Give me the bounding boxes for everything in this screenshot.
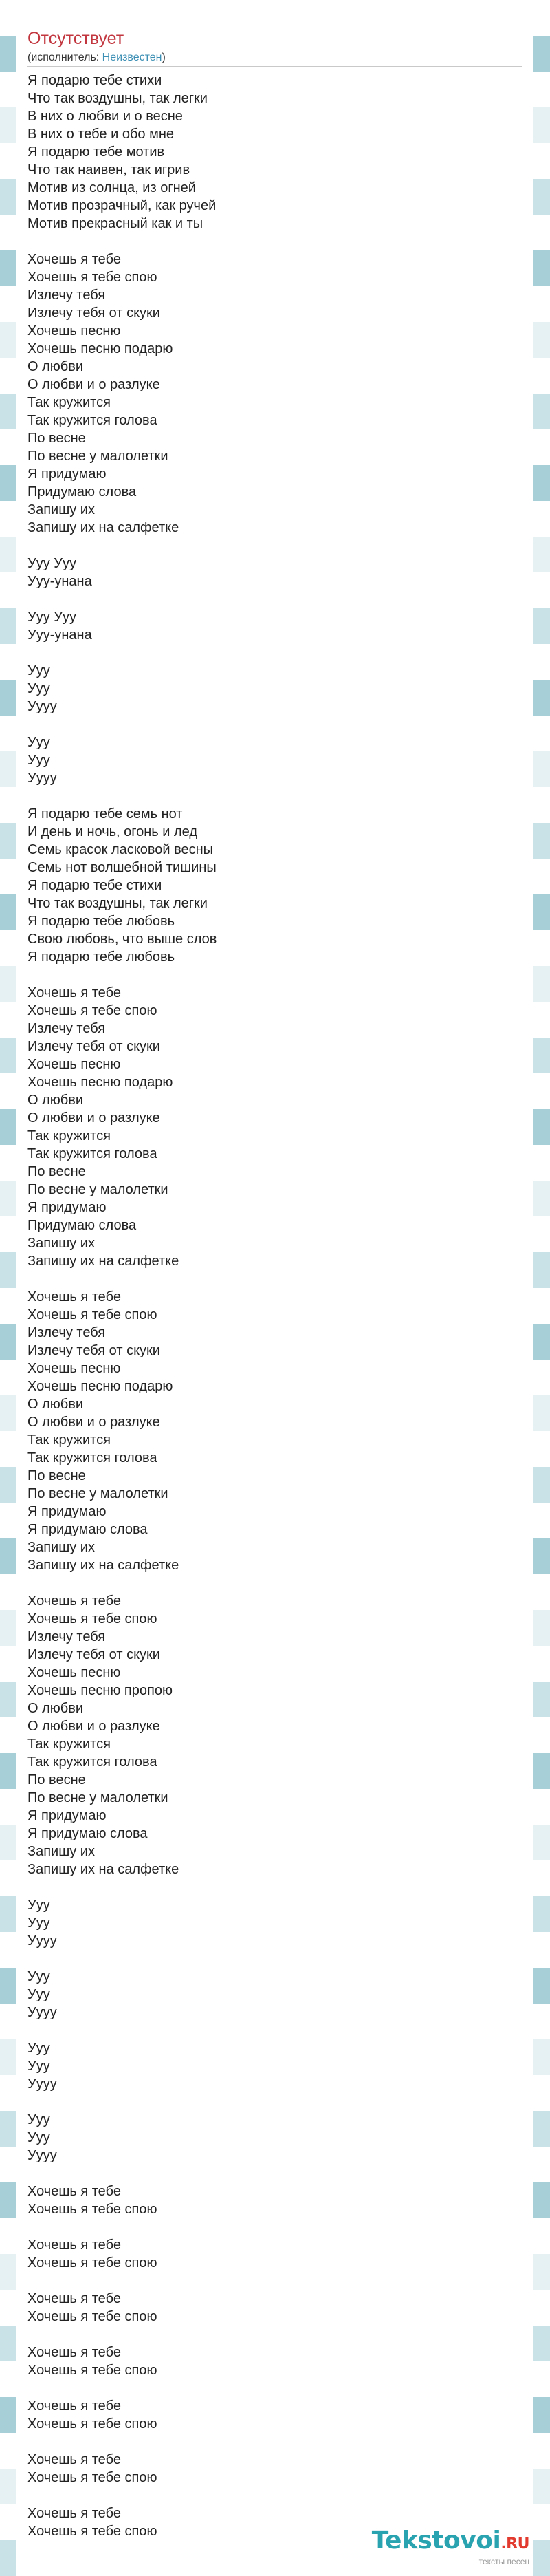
- lyrics-line: Хочешь я тебе: [28, 2291, 121, 2306]
- logo-tagline: тексты песен: [478, 2557, 529, 2566]
- lyrics-line: Хочешь песню подарю: [28, 1075, 173, 1090]
- lyrics-line: Семь нот волшебной тишины: [28, 860, 217, 875]
- lyrics-line: Излечу тебя: [28, 1629, 106, 1644]
- site-logo[interactable]: [372, 2527, 529, 2566]
- logo-name: Tekstovoi: [371, 2526, 501, 2555]
- lyrics-line: Уууу: [28, 2005, 57, 2020]
- lyrics-stanza: [28, 250, 522, 537]
- lyrics-line: Хочешь я тебе спою: [28, 2524, 157, 2539]
- lyrics-line: Ууу-унана: [28, 574, 92, 589]
- lyrics-line: Хочешь песню пропою: [28, 1683, 173, 1698]
- lyrics-line: Запишу их на салфетке: [28, 1862, 179, 1877]
- lyrics-stanza: [28, 2451, 522, 2487]
- lyrics-line: Уууу: [28, 1933, 57, 1949]
- lyrics-line: По весне у малолетки: [28, 449, 168, 464]
- lyrics-line: Я придумаю слова: [28, 1826, 148, 1841]
- lyrics-stanza: [28, 2290, 522, 2326]
- lyrics-line: Хочешь я тебе спою: [28, 2309, 157, 2324]
- lyrics-stanza: [28, 2182, 522, 2218]
- lyrics-line: О любви и о разлуке: [28, 377, 160, 392]
- logo-wordmark: [372, 2527, 529, 2558]
- lyrics-line: Я придумаю: [28, 466, 107, 482]
- lyrics-line: Я подарю тебе любовь: [28, 949, 175, 965]
- lyrics-line: В них о тебе и обо мне: [28, 127, 174, 142]
- lyrics-stanza: [28, 2111, 522, 2165]
- lyrics-line: Я придумаю слова: [28, 1522, 148, 1537]
- lyrics-line: По весне у малолетки: [28, 1182, 168, 1197]
- lyrics-line: Хочешь я тебе спою: [28, 270, 157, 285]
- lyrics-line: Излечу тебя от скуки: [28, 1039, 160, 1054]
- lyrics-line: Так кружится: [28, 1128, 111, 1144]
- lyrics-line: О любви и о разлуке: [28, 1719, 160, 1734]
- lyrics-line: Так кружится голова: [28, 1754, 157, 1770]
- lyrics-line: В них о любви и о весне: [28, 109, 183, 124]
- lyrics-line: По весне у малолетки: [28, 1790, 168, 1805]
- lyrics-line: Ууу: [28, 1969, 50, 1984]
- lyrics-line: По весне: [28, 1772, 86, 1788]
- lyrics-line: По весне: [28, 1468, 86, 1483]
- lyrics-line: Так кружится голова: [28, 413, 157, 428]
- lyrics-line: Уууу: [28, 771, 57, 786]
- lyrics-line: И день и ночь, огонь и лед: [28, 824, 198, 839]
- lyrics-line: Ууу: [28, 2041, 50, 2056]
- lyrics-line: Ууу: [28, 2112, 50, 2127]
- lyrics-line: Ууу: [28, 753, 50, 768]
- lyrics-line: Так кружится: [28, 395, 111, 410]
- lyrics-line: Я придумаю: [28, 1808, 107, 1823]
- lyrics-line: Ууу: [28, 2130, 50, 2145]
- lyrics-line: Хочешь я тебе: [28, 252, 121, 267]
- lyrics-line: Излечу тебя: [28, 1325, 106, 1340]
- lyrics-stanza: [28, 984, 522, 1270]
- lyrics-line: По весне: [28, 431, 86, 446]
- lyrics-line: Хочешь я тебе спою: [28, 2416, 157, 2432]
- lyrics-line: Я подарю тебе стихи: [28, 878, 162, 893]
- lyrics-line: Хочешь песню подарю: [28, 341, 173, 356]
- lyrics-line: Хочешь я тебе: [28, 2184, 121, 2199]
- lyrics-line: Ууу: [28, 1898, 50, 1913]
- lyrics-line: Так кружится голова: [28, 1146, 157, 1161]
- lyrics-line: Ууу: [28, 681, 50, 696]
- lyrics-stanza: [28, 2343, 522, 2379]
- lyrics-line: Ууу: [28, 2059, 50, 2074]
- lyrics-line: Излечу тебя от скуки: [28, 1343, 160, 1358]
- lyrics-stanza: [28, 662, 522, 716]
- lyrics-line: Запишу их на салфетке: [28, 520, 179, 535]
- lyrics-line: О любви: [28, 1093, 84, 1108]
- lyrics-line: Запишу их: [28, 1540, 95, 1555]
- lyrics-line: Хочешь песню: [28, 1665, 121, 1680]
- lyrics-line: Запишу их: [28, 1844, 95, 1859]
- lyrics-line: Хочешь песню: [28, 1361, 121, 1376]
- lyrics-line: Ууу: [28, 663, 50, 678]
- lyrics-page: [16, 0, 534, 2576]
- lyrics-line: Хочешь я тебе: [28, 2506, 121, 2521]
- lyrics-line: Хочешь я тебе: [28, 2452, 121, 2467]
- lyrics-line: Хочешь я тебе: [28, 2398, 121, 2414]
- lyrics-stanza: [28, 1592, 522, 1878]
- lyrics-line: О любви: [28, 359, 84, 374]
- lyrics-line: По весне: [28, 1164, 86, 1179]
- lyrics-stanza: [28, 1968, 522, 2021]
- lyrics-line: Хочешь я тебе спою: [28, 2255, 157, 2271]
- header-divider: [28, 66, 522, 67]
- lyrics-line: Придумаю слова: [28, 484, 137, 500]
- lyrics-stanza: [28, 555, 522, 590]
- lyrics-line: Хочешь песню подарю: [28, 1379, 173, 1394]
- lyrics-line: Что так воздушны, так легки: [28, 896, 208, 911]
- lyrics-stanza: [28, 1288, 522, 1574]
- lyrics-stanza: [28, 2236, 522, 2272]
- lyrics-line: Так кружится: [28, 1737, 111, 1752]
- lyrics-stanza: [28, 1896, 522, 1950]
- lyrics-line: Мотив прекрасный как и ты: [28, 216, 204, 231]
- lyrics-line: Что так наивен, так игрив: [28, 162, 190, 178]
- lyrics-line: Излечу тебя: [28, 288, 106, 303]
- lyrics-line: Запишу их: [28, 1236, 95, 1251]
- lyrics-line: Запишу их: [28, 502, 95, 517]
- lyrics-line: Ууу Ууу: [28, 610, 76, 625]
- lyrics-line: О любви и о разлуке: [28, 1415, 160, 1430]
- lyrics-line: Ууу: [28, 735, 50, 750]
- lyrics-stanza: [28, 2397, 522, 2433]
- lyrics-line: Я подарю тебе любовь: [28, 914, 175, 929]
- lyrics-line: Хочешь я тебе спою: [28, 2363, 157, 2378]
- lyrics-stanza: [28, 608, 522, 644]
- performer-line: [28, 51, 166, 65]
- lyrics-line: Я подарю тебе стихи: [28, 73, 162, 88]
- lyrics-line: Так кружится голова: [28, 1450, 157, 1466]
- lyrics-line: Семь красок ласковой весны: [28, 842, 214, 857]
- lyrics-line: Хочешь я тебе: [28, 1593, 121, 1609]
- lyrics-line: Уууу: [28, 2076, 57, 2092]
- lyrics-line: Ууу Ууу: [28, 556, 76, 571]
- lyrics-line: Придумаю слова: [28, 1218, 137, 1233]
- lyrics-stanza: [28, 72, 522, 233]
- lyrics-line: Ууу: [28, 1987, 50, 2002]
- lyrics-line: Излечу тебя: [28, 1021, 106, 1036]
- lyrics-line: Запишу их на салфетке: [28, 1254, 179, 1269]
- lyrics-line: Хочешь я тебе спою: [28, 1611, 157, 1627]
- lyrics-line: Что так воздушны, так легки: [28, 91, 208, 106]
- lyrics-line: Ууу-унана: [28, 627, 92, 643]
- lyrics-line: Я придумаю: [28, 1504, 107, 1519]
- lyrics-line: О любви и о разлуке: [28, 1110, 160, 1126]
- lyrics-line: Хочешь я тебе спою: [28, 1003, 157, 1018]
- lyrics-line: Ууу: [28, 1915, 50, 1931]
- lyrics-line: Хочешь я тебе спою: [28, 2202, 157, 2217]
- performer-link[interactable]: Неизвестен: [102, 52, 162, 63]
- lyrics-stanza: [28, 2039, 522, 2093]
- lyrics-line: Хочешь я тебе: [28, 2345, 121, 2360]
- lyrics-text: [28, 72, 522, 2558]
- lyrics-line: Излечу тебя от скуки: [28, 305, 160, 321]
- lyrics-line: Излечу тебя от скуки: [28, 1647, 160, 1662]
- lyrics-line: Свою любовь, что выше слов: [28, 932, 217, 947]
- lyrics-line: Я подарю тебе мотив: [28, 144, 165, 160]
- lyrics-line: Мотив прозрачный, как ручей: [28, 198, 217, 213]
- lyrics-line: Хочешь я тебе: [28, 985, 121, 1000]
- lyrics-line: О любви: [28, 1397, 84, 1412]
- logo-tld: .RU: [500, 2535, 529, 2553]
- performer-suffix: ): [162, 52, 166, 63]
- lyrics-line: Хочешь песню: [28, 323, 121, 339]
- lyrics-line: Мотив из солнца, из огней: [28, 180, 196, 195]
- lyrics-line: Уууу: [28, 2148, 57, 2163]
- lyrics-stanza: [28, 733, 522, 787]
- lyrics-stanza: [28, 805, 522, 966]
- lyrics-line: Хочешь я тебе: [28, 2237, 121, 2253]
- lyrics-line: О любви: [28, 1701, 84, 1716]
- lyrics-line: По весне у малолетки: [28, 1486, 168, 1501]
- lyrics-line: Уууу: [28, 699, 57, 714]
- performer-prefix: (исполнитель:: [28, 52, 102, 63]
- lyrics-line: Я подарю тебе семь нот: [28, 806, 183, 822]
- lyrics-line: Запишу их на салфетке: [28, 1558, 179, 1573]
- lyrics-line: Хочешь я тебе спою: [28, 2470, 157, 2485]
- lyrics-line: Хочешь я тебе: [28, 1289, 121, 1305]
- song-title: Отсутствует: [28, 29, 124, 48]
- lyrics-line: Так кружится: [28, 1432, 111, 1448]
- lyrics-line: Хочешь я тебе спою: [28, 1307, 157, 1322]
- lyrics-line: Хочешь песню: [28, 1057, 121, 1072]
- lyrics-line: Я придумаю: [28, 1200, 107, 1215]
